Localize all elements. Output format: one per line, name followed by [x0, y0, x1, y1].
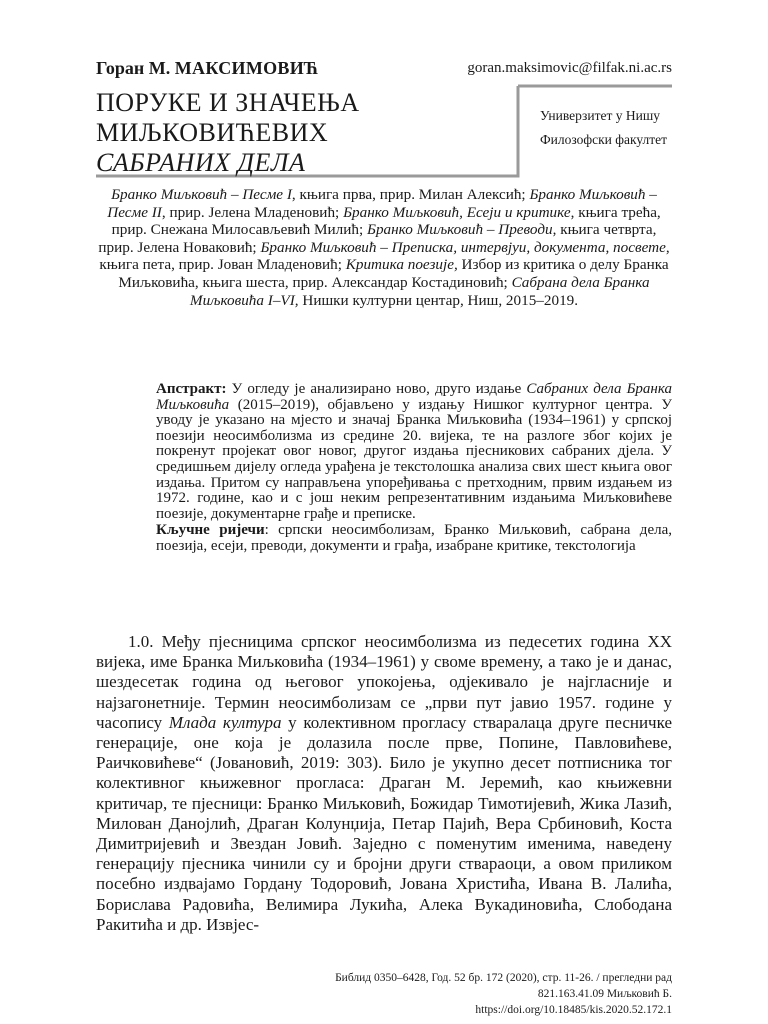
- body-text: у колективном прогласу стваралаца друге песничке генерације, оне која је долазила после прве, Попине, Павловићеве, Раичковићеве“ (Јовановић, 2019: 303). Било је укупно десет потписника тог колективног књижевног прогласа: Драган М. Јеремић, као књижевни критичар, те пјесници: Бранко Миљковић, Божидар Тимотијевић, Жика Лазић, Милован Данојлић, Драган Колунџија, Петар Пајић, Вера Србиновић, Коста Димитријевић и Звездан Јовић. Заједно с поменутим именима, наведену генерацију пјесника чинили су и бројни други ствараоци, а овом приликом посебно издвајамо Гордану Тодоровић, Јована Христића, Ивана В. Лалића, Борислава Радовића, Велимира Лукића, Алека Вукадиновића, Слободана Ракитића и др. Извјес-: [96, 712, 672, 934]
- bib-italic: Бранко Миљковић – Песме II: [107, 186, 657, 221]
- bib-text: , прир. Јелена Младеновић;: [161, 203, 344, 221]
- bib-italic: Бранко Миљковић – Песме I: [111, 186, 292, 203]
- author-name: [96, 58, 319, 79]
- affiliation: [540, 104, 667, 152]
- bib-italic: Бранко Миљковић – Преводи: [366, 221, 553, 239]
- body-text: 1.0. Међу пјесницима српског неосимболизма из педесетих година XX вијека, име Бранка Миљковића (1934–1961) у своме времену, а тако је и данас, шездесетак година од његовог упокојења, одјекивало је најгласније и најзагонетније. Термин неосимболизам се „први пут јавио 1957. године у часопису: [96, 632, 672, 732]
- title-line-3: САБРАНИХ ДЕЛА: [96, 148, 306, 177]
- abstract-block: [156, 382, 672, 555]
- bib-italic: Сабрана дела Бранка Миљковића I–VI,: [189, 273, 650, 309]
- bib-text: , књига трећа, прир. Снежана Милосављевић Милић;: [111, 203, 661, 239]
- article-body: [96, 632, 672, 935]
- abstract-italic: Сабраних дела Бранка Миљковића: [156, 381, 673, 413]
- affiliation-university: Универзитет у Нишу: [540, 108, 660, 123]
- bib-italic: Бранко Миљковић – Преписка, интервјуи, документа, посвете: [260, 238, 666, 256]
- abstract-text: (2015–2019), објављено у издању Нишког културног центра. У уводу је указано на мјесто и значај Бранка Миљковића (1934–1961) у српској поезији неосимболизма из средине 20. вијека, те на разлоге због којих је покренут пројекат овог новог, другог издања пјесникових сабраних дјела. У средишњем дијелу огледа урађена је текстолошка анализа свих шест књига овог издања. Притом су направљена упоређивања с претходним, првим издањем из 1972. године, као и с још неким репрезентативним издањима Миљковићеве поезије, документарне грађе и преписке.: [156, 396, 672, 522]
- bib-text: , књига пета, прир. Јован Младеновић;: [99, 238, 670, 274]
- abstract-text: У огледу је анализирано ново, друго издање: [226, 381, 527, 397]
- body-italic: Млада култура: [168, 712, 282, 732]
- title-line-1: ПОРУКЕ И ЗНАЧЕЊА: [96, 88, 360, 117]
- bib-text: Нишки културни центар, Ниш, 2015–2019.: [298, 291, 579, 309]
- body-paragraph: [96, 632, 672, 935]
- bib-text: , књига прва, прир. Милан Алексић;: [291, 186, 530, 203]
- author-last-name: МАКСИМОВИЋ: [174, 58, 319, 78]
- title-line-2: МИЉКОВИЋЕВИХ: [96, 118, 329, 147]
- abstract-label: Апстракт:: [156, 381, 227, 397]
- article-title: [96, 88, 360, 178]
- reviewed-works-citation: [96, 186, 672, 309]
- keywords-paragraph: [156, 523, 672, 554]
- page-footer: [335, 970, 672, 1019]
- footer-udc: 821.163.41.09 Миљковић Б.: [537, 988, 672, 1001]
- bib-text: , књига четврта, прир. Јелена Новаковић;: [98, 221, 657, 256]
- footer-bibliographic-id: Библид 0350–6428, Год. 52 бр. 172 (2020), стр. 11-26. / прегледни рад: [335, 972, 672, 984]
- bib-italic: Бранко Миљковић, Есеји и критике: [343, 203, 571, 221]
- author-first-name: Горан М.: [96, 58, 171, 78]
- footer-doi[interactable]: https://doi.org/10.18485/kis.2020.52.172.1: [475, 1004, 672, 1017]
- keywords-text: : српски неосимболизам, Бранко Миљковић, сабрана дела, поезија, есеји, преводи, документи и грађа, изабране критике, текстологија: [156, 522, 672, 554]
- author-email[interactable]: goran.maksimovic@filfak.ni.ac.rs: [467, 60, 672, 76]
- keywords-label: Кључне ријечи: [156, 522, 265, 539]
- abstract-paragraph: [156, 382, 672, 522]
- bib-text: Избор из критика о делу Бранка Миљковића, књига шеста, прир. Александар Костадиновић;: [118, 256, 669, 291]
- bib-italic: Критика поезије,: [345, 256, 458, 274]
- affiliation-faculty: Филозофски факултет: [540, 132, 668, 147]
